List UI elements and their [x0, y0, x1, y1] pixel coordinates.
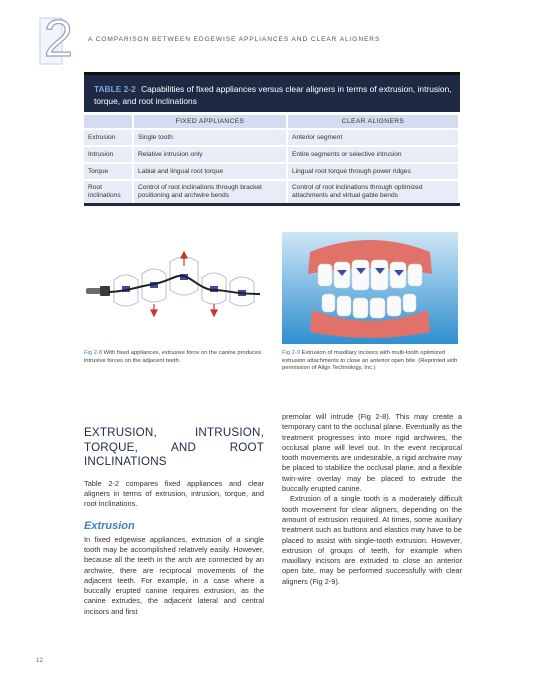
- table-cell: Extrusion: [84, 129, 133, 146]
- fig-2-8-caption: [84, 350, 274, 365]
- table-cell: Root inclinations: [84, 180, 133, 204]
- table-row: [84, 163, 459, 180]
- table-cell: Entire segments or selective intrusion: [287, 146, 459, 163]
- table-cell: Control of root inclinations through bracket positioning and archwire bends: [133, 180, 287, 204]
- section-heading: EXTRUSION, INTRUSION, TORQUE, AND ROOT INCLINATIONS: [84, 426, 264, 468]
- chapter-number: 2: [44, 10, 73, 66]
- fig-2-9-label: Fig 2-9: [282, 350, 301, 356]
- text-column-left: [84, 426, 264, 617]
- table-cell: Anterior segment: [287, 129, 459, 146]
- table-cell: Intrusion: [84, 146, 133, 163]
- body-paragraph-continued: premolar will intrude (Fig 2-8). This may create a temporary cant to the occlusal plane. Eventually as the treatment progresses into more rigid archwires, the occlusal plane will level out. In the event reciprocal tooth movements are undesirable, a rigid archwire may be placed to stabilize the occlusal plane, and a flexible twin-wire overlay may be placed to extrude the buccally erupted canine.: [282, 412, 462, 494]
- table-row: [84, 180, 459, 204]
- fig-2-9-image: [282, 232, 458, 344]
- chapter-title: A COMPARISON BETWEEN EDGEWISE APPLIANCES AND CLEAR ALIGNERS: [88, 36, 381, 43]
- comparison-table: [84, 72, 460, 206]
- table-header-cell: [84, 115, 133, 129]
- chapter-number-badge: [38, 10, 84, 66]
- body-paragraph: Extrusion of a single tooth is a moderately difficult tooth movement for clear aligners, depending on the amount of extrusion required. At times, some auxiliary treatment such as buttons and elastics may have to be placed to assist with single-tooth extrusion. However, extrusion of groups of teeth, for example when maxillary incisors are extruded to close an anterior open bite, may be performed successfully with clear aligners (Fig 2-9).: [282, 494, 462, 586]
- table-cell: Control of root inclinations through optimized attachments and virtual gable bends: [287, 180, 459, 204]
- table-cell: Lingual root torque through power ridges: [287, 163, 459, 180]
- subheading-extrusion: Extrusion: [84, 520, 135, 533]
- fig-2-9-caption: [282, 350, 462, 373]
- fig-2-8-illustration: [84, 250, 268, 330]
- table-caption: [84, 72, 460, 112]
- table-header-cell: FIXED APPLIANCES: [133, 115, 287, 129]
- page-number: 12: [36, 657, 43, 664]
- table-cell: Relative intrusion only: [133, 146, 287, 163]
- table-tag: TABLE 2-2: [94, 84, 136, 94]
- table-row: [84, 146, 459, 163]
- table-header-row: [84, 115, 459, 129]
- table-header-cell: CLEAR ALIGNERS: [287, 115, 459, 129]
- fig-2-8-label: Fig 2-8: [84, 350, 103, 356]
- table-caption-text: Capabilities of fixed appliances versus clear aligners in terms of extrusion, intrusion, torque, and root inclinations: [94, 84, 452, 106]
- table-grid: [84, 115, 460, 206]
- fig-2-8-caption-text: With fixed appliances, extrusive force on the canine produces intrusive forces on the adjacent teeth.: [84, 350, 262, 364]
- table-row: [84, 129, 459, 146]
- body-paragraph: In fixed edgewise appliances, extrusion of a single tooth may be accomplished relatively easily. However, because all the teeth in the arch are connected by an archwire, there are reciprocal movements of the adjacent teeth. For example, in a case where a buccally erupted canine requires extrusion, as the canine extrudes, the adjacent lateral and central incisors and first: [84, 534, 264, 616]
- intro-paragraph: Table 2-2 compares fixed appliances and clear aligners in terms of extrusion, intrusion, torque, and root inclinations.: [84, 478, 264, 509]
- text-column-right: [282, 412, 462, 587]
- archwire-instrument: [86, 286, 110, 296]
- fig-2-9-caption-text: Extrusion of maxillary incisors with multi-tooth optimized extrusion attachments to close an anterior open bite. (Reprinted with permission of Align Technology, Inc.): [282, 350, 458, 372]
- table-cell: Torque: [84, 163, 133, 180]
- table-cell: Labial and lingual root torque: [133, 163, 287, 180]
- table-cell: Single tooth: [133, 129, 287, 146]
